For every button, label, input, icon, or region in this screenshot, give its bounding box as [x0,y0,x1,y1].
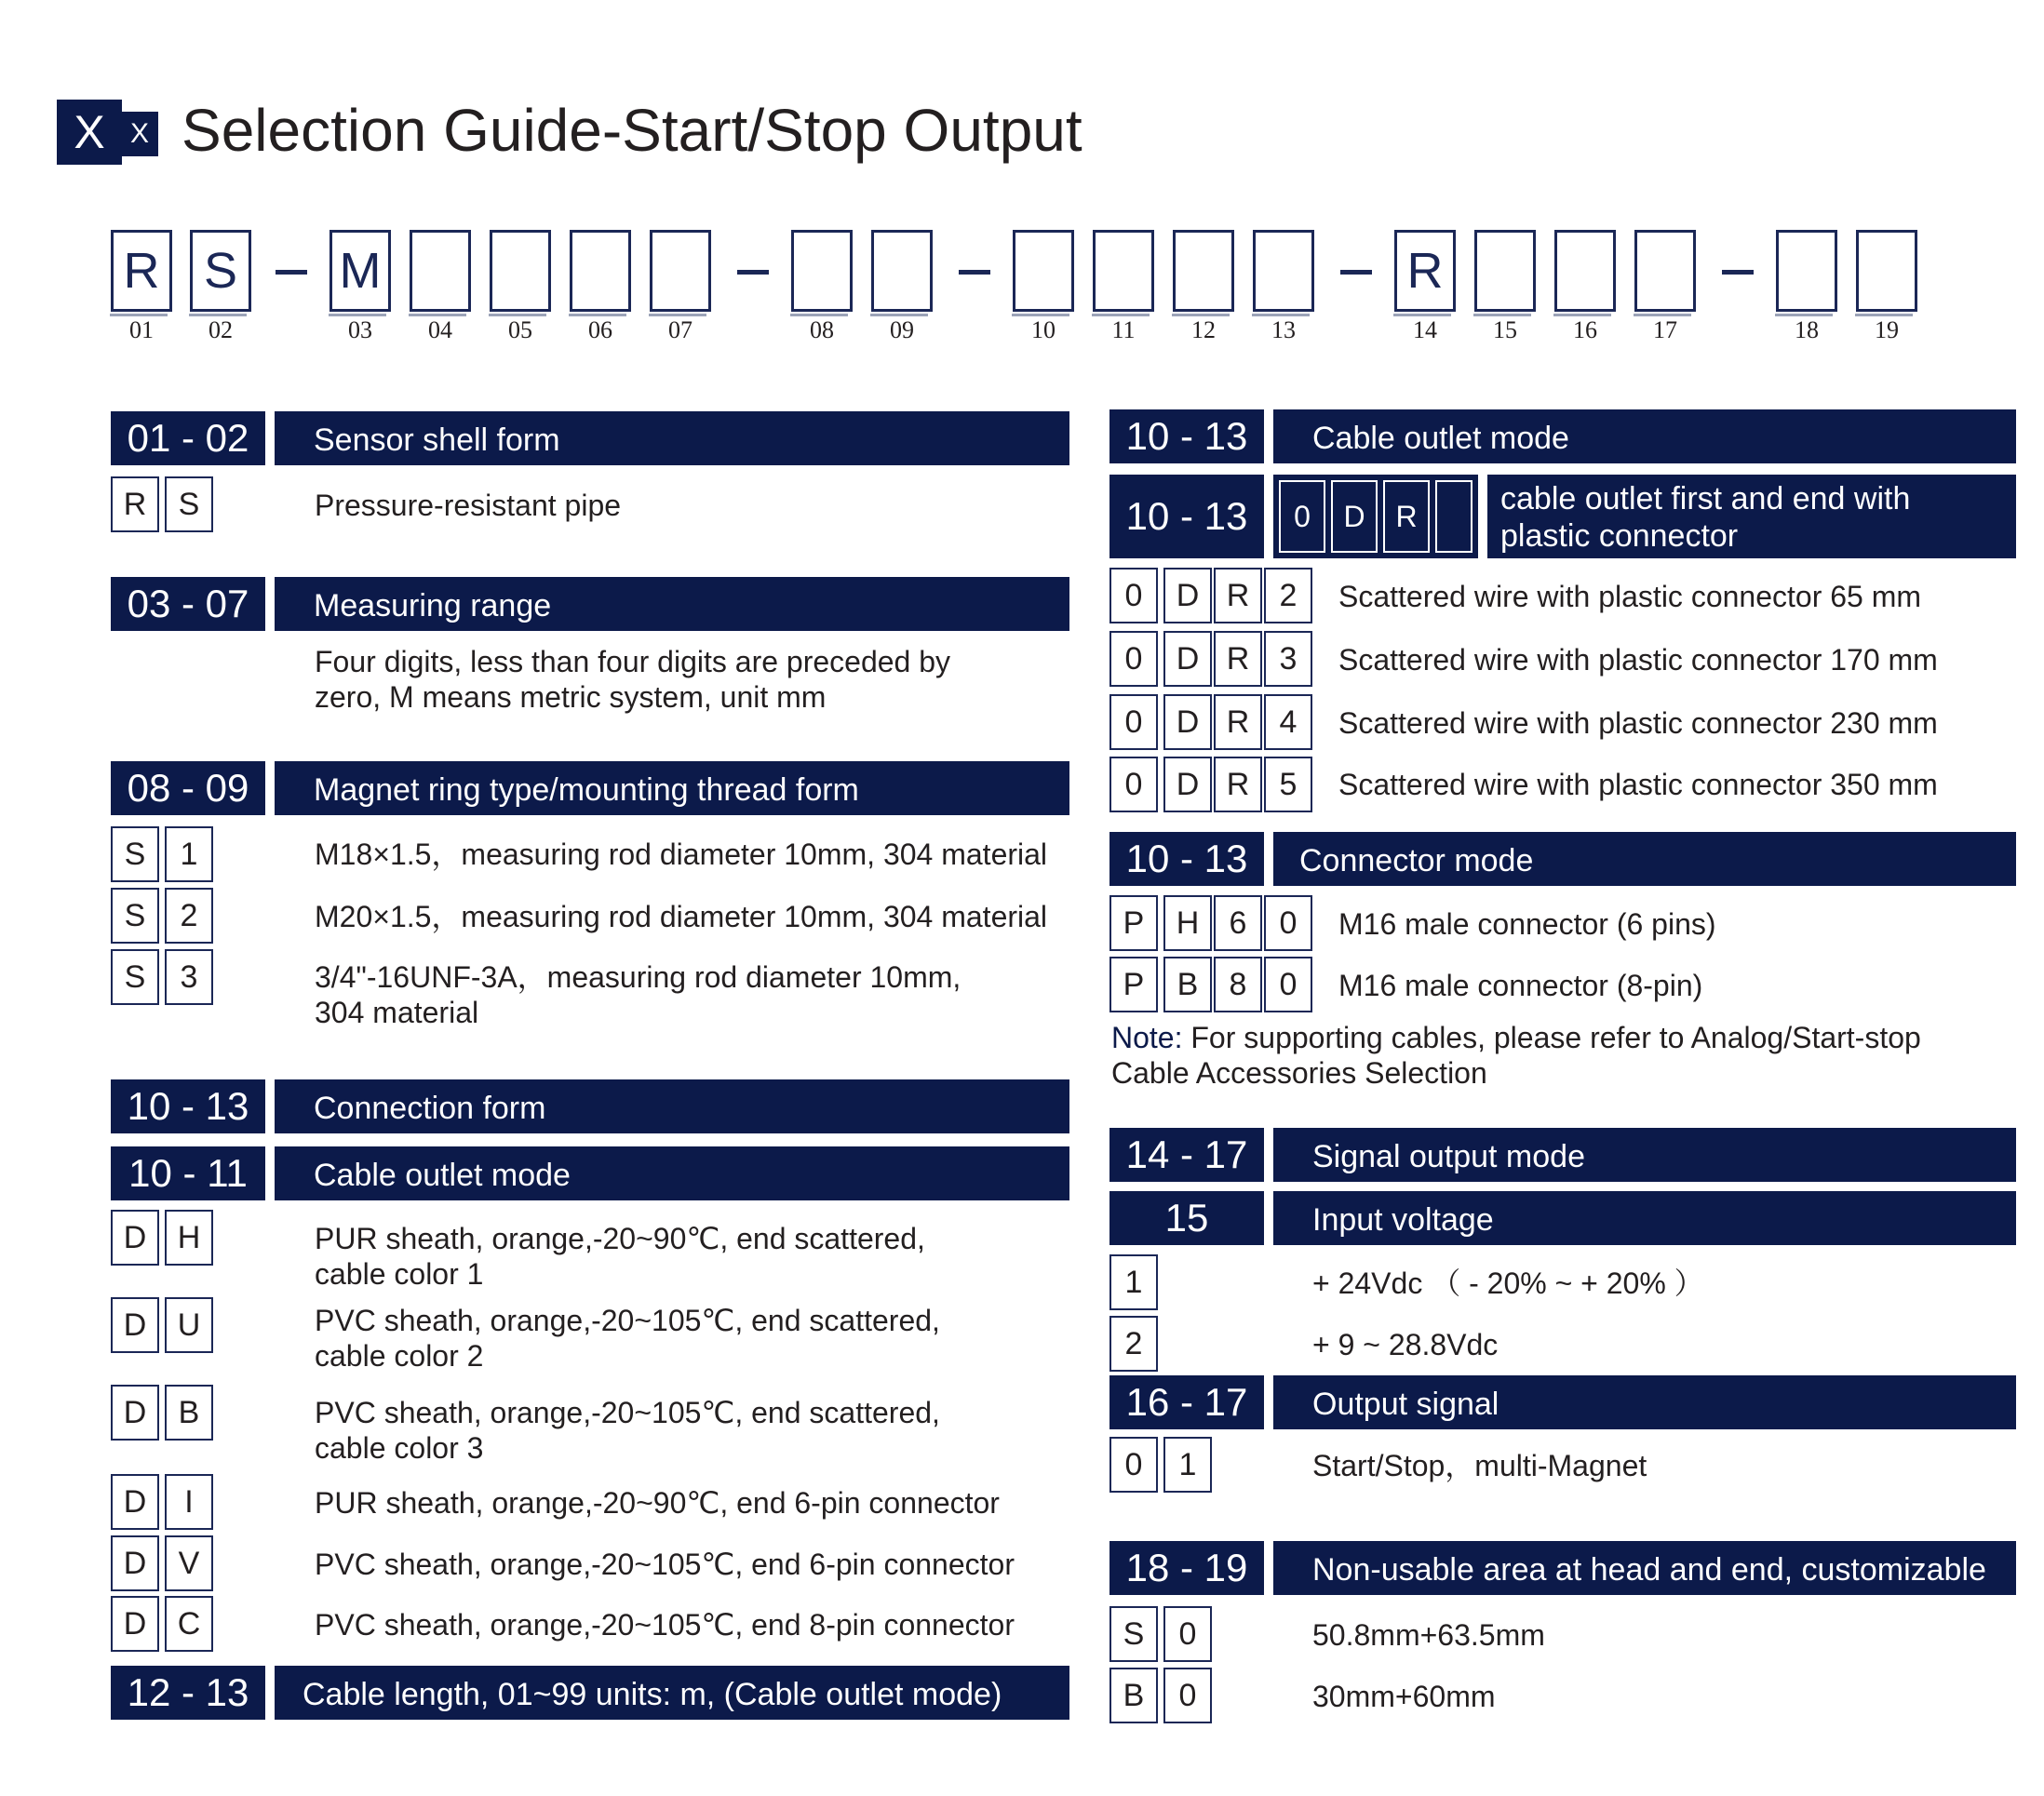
option-char-box: 0 [1163,1606,1212,1662]
code-box-09 [871,230,933,312]
option-description-cont: cable color 1 [315,1257,484,1291]
option-description: M16 male connector (8-pin) [1338,969,1703,1002]
option-char-box: R [111,476,159,532]
option-description: PVC sheath, orange,-20~105℃, end 6-pin connector [315,1548,1015,1581]
option-description: Start/Stop，multi-Magnet [1312,1449,1647,1482]
page-title: Selection Guide-Start/Stop Output [182,97,1083,164]
code-dash [959,270,990,275]
code-number: 18 [1795,316,1819,343]
option-description: Scattered wire with plastic connector 65 mm [1338,580,1922,613]
section-code: 10 - 11 [111,1146,265,1200]
header-char-box: R [1383,480,1430,553]
code-number: 04 [428,316,452,343]
title-line: plastic connector [1500,518,1739,554]
section-code: 15 [1109,1191,1264,1245]
option-char-box: 0 [1264,957,1312,1012]
option-char-box: C [165,1596,213,1652]
option-char-box: B [1109,1668,1158,1723]
section-title: Cable outlet mode [275,1146,1069,1200]
code-box-01: R [111,230,172,312]
code-number: 08 [810,316,834,343]
option-char-box: S [111,888,159,944]
code-number: 12 [1191,316,1216,343]
option-char-box: P [1109,957,1158,1012]
option-char-box: 2 [1264,568,1312,623]
code-number: 11 [1111,316,1136,343]
section-code: 18 - 19 [1109,1541,1264,1595]
option-char-box: S [111,826,159,882]
code-number: 14 [1413,316,1437,343]
section-code: 16 - 17 [1109,1375,1264,1429]
code-number: 16 [1573,316,1597,343]
code-box-04 [410,230,471,312]
section-code: 10 - 13 [1109,409,1264,463]
header-char-strip [1273,475,1478,558]
section-connection-form [111,1079,1069,1133]
option-char-box: 0 [1109,568,1158,623]
option-char-box: 3 [165,949,213,1005]
code-box-11 [1093,230,1154,312]
option-char-box: 6 [1214,895,1262,951]
section-sensor-shell [111,411,1069,465]
option-char-box: R [1214,757,1262,812]
option-char-box: D [1163,694,1212,750]
range-description-line2: zero, M means metric system, unit mm [315,680,827,714]
code-dash [1340,270,1372,275]
note-line1 [1111,1020,1921,1055]
option-char-box: R [1214,631,1262,687]
option-char-box: 2 [165,888,213,944]
code-box-14: R [1394,230,1456,312]
section-title: Connector mode [1273,832,2016,886]
option-char-box: S [1109,1606,1158,1662]
option-char-box: 2 [1109,1316,1158,1372]
header-char-box [1435,480,1472,553]
option-char-box: R [1214,694,1262,750]
code-box-12 [1173,230,1234,312]
option-description: PUR sheath, orange,-20~90℃, end scattered, [315,1222,925,1255]
code-number: 07 [668,316,693,343]
option-description: PUR sheath, orange,-20~90℃, end 6-pin connector [315,1486,1000,1520]
option-char-box: D [111,1474,159,1530]
option-description: M20×1.5，measuring rod diameter 10mm, 304 material [315,900,1048,933]
option-char-box: B [165,1385,213,1441]
option-char-box: 1 [1163,1437,1212,1493]
option-char-box: 1 [1109,1254,1158,1310]
option-description: Scattered wire with plastic connector 170 mm [1338,643,1938,677]
section-title: Signal output mode [1273,1128,2016,1182]
code-box-02: S [190,230,251,312]
code-number: 09 [890,316,914,343]
note-line2: Cable Accessories Selection [1111,1056,1487,1090]
brand-logo-small: X [121,112,158,156]
option-description: Scattered wire with plastic connector 350 mm [1338,768,1938,801]
code-number: 17 [1653,316,1677,343]
option-char-box: 0 [1264,895,1312,951]
section-code: 10 - 13 [111,1079,265,1133]
option-char-box: 0 [1109,1437,1158,1493]
option-description: PVC sheath, orange,-20~105℃, end 8-pin connector [315,1608,1015,1642]
code-number: 01 [129,316,154,343]
option-description: M16 male connector (6 pins) [1338,907,1716,941]
section-connector-mode [1109,832,2016,886]
code-box-16 [1554,230,1616,312]
code-box-03: M [329,230,391,312]
section-title: Sensor shell form [275,411,1069,465]
option-description-cont: 304 material [315,996,479,1029]
code-box-10 [1013,230,1074,312]
section-code: 01 - 02 [111,411,265,465]
option-char-box: 1 [165,826,213,882]
section-title [1487,475,2016,558]
note-text: For supporting cables, please refer to Analog/Start-stop [1182,1021,1921,1054]
option-description-cont: cable color 3 [315,1431,484,1465]
code-dash [1722,270,1754,275]
section-plastic-connector [1109,475,2016,558]
section-input-voltage [1109,1191,2016,1245]
section-cable-outlet-mode-right [1109,409,2016,463]
option-char-box: D [1163,568,1212,623]
section-code: 14 - 17 [1109,1128,1264,1182]
option-char-box: H [1163,895,1212,951]
section-signal-output-mode [1109,1128,2016,1182]
section-title: Output signal [1273,1375,2016,1429]
section-title: Measuring range [275,577,1069,631]
note-label: Note: [1111,1021,1183,1054]
option-description: PVC sheath, orange,-20~105℃, end scattered, [315,1304,940,1337]
section-title: Magnet ring type/mounting thread form [275,761,1069,815]
option-char-box: 4 [1264,694,1312,750]
header-char-box: 0 [1279,480,1325,553]
option-char-box: S [165,476,213,532]
option-char-box: U [165,1297,213,1353]
option-char-box: R [1214,568,1262,623]
section-title: Input voltage [1273,1191,2016,1245]
option-char-box: D [1163,631,1212,687]
brand-logo-large: X [57,100,122,165]
option-char-box: V [165,1535,213,1591]
code-box-05 [490,230,551,312]
code-box-08 [791,230,853,312]
option-description: 50.8mm+63.5mm [1312,1618,1545,1652]
code-box-19 [1856,230,1917,312]
option-char-box: D [111,1535,159,1591]
code-number: 13 [1271,316,1296,343]
code-number: 15 [1493,316,1517,343]
section-code: 10 - 13 [1109,832,1264,886]
option-description-cont: cable color 2 [315,1339,484,1373]
section-code: 08 - 09 [111,761,265,815]
code-box-15 [1474,230,1536,312]
option-description: + 9 ~ 28.8Vdc [1312,1328,1499,1361]
option-char-box: 3 [1264,631,1312,687]
option-char-box: 0 [1109,757,1158,812]
option-description: 3/4"-16UNF-3A，measuring rod diameter 10mm, [315,960,961,994]
section-cable-length [111,1666,1069,1720]
option-char-box: D [111,1210,159,1266]
code-number: 19 [1875,316,1899,343]
option-char-box: D [1163,757,1212,812]
option-char-box: I [165,1474,213,1530]
code-box-06 [570,230,631,312]
section-code: 12 - 13 [111,1666,265,1720]
range-description-line1: Four digits, less than four digits are preceded by [315,645,951,678]
option-description: M18×1.5，measuring rod diameter 10mm, 304 material [315,838,1048,871]
option-char-box: 5 [1264,757,1312,812]
code-dash [737,270,769,275]
section-title: Non-usable area at head and end, customizable [1273,1541,2016,1595]
code-number: 03 [348,316,372,343]
option-char-box: S [111,949,159,1005]
section-title: Cable length, 01~99 units: m, (Cable outlet mode) [275,1666,1069,1720]
option-description: + 24Vdc （ - 20% ~ + 20% ） [1312,1267,1704,1300]
code-box-07 [650,230,711,312]
code-number: 10 [1031,316,1056,343]
section-code: 10 - 13 [1109,475,1264,558]
code-box-17 [1634,230,1696,312]
option-char-box: B [1163,957,1212,1012]
option-char-box: D [111,1596,159,1652]
option-char-box: H [165,1210,213,1266]
section-title: Connection form [275,1079,1069,1133]
title-line: cable outlet first and end with [1500,481,1911,516]
section-measuring-range [111,577,1069,631]
option-char-box: 0 [1109,631,1158,687]
option-char-box: D [111,1297,159,1353]
section-nonusable-area [1109,1541,2016,1595]
code-dash [276,270,307,275]
header-char-box: D [1331,480,1378,553]
option-char-box: 0 [1163,1668,1212,1723]
section-code: 03 - 07 [111,577,265,631]
option-char-box: 0 [1109,694,1158,750]
code-number: 06 [588,316,612,343]
option-description: PVC sheath, orange,-20~105℃, end scattered, [315,1396,940,1429]
option-char-box: P [1109,895,1158,951]
code-box-18 [1776,230,1837,312]
section-title: Cable outlet mode [1273,409,2016,463]
section-cable-outlet-mode [111,1146,1069,1200]
option-char-box: D [111,1385,159,1441]
code-number: 02 [208,316,233,343]
option-description: Pressure-resistant pipe [315,489,622,522]
option-char-box: 8 [1214,957,1262,1012]
section-output-signal [1109,1375,2016,1429]
code-box-13 [1253,230,1314,312]
option-description: Scattered wire with plastic connector 230 mm [1338,706,1938,740]
section-magnet-ring [111,761,1069,815]
code-number: 05 [508,316,532,343]
option-description: 30mm+60mm [1312,1680,1496,1713]
